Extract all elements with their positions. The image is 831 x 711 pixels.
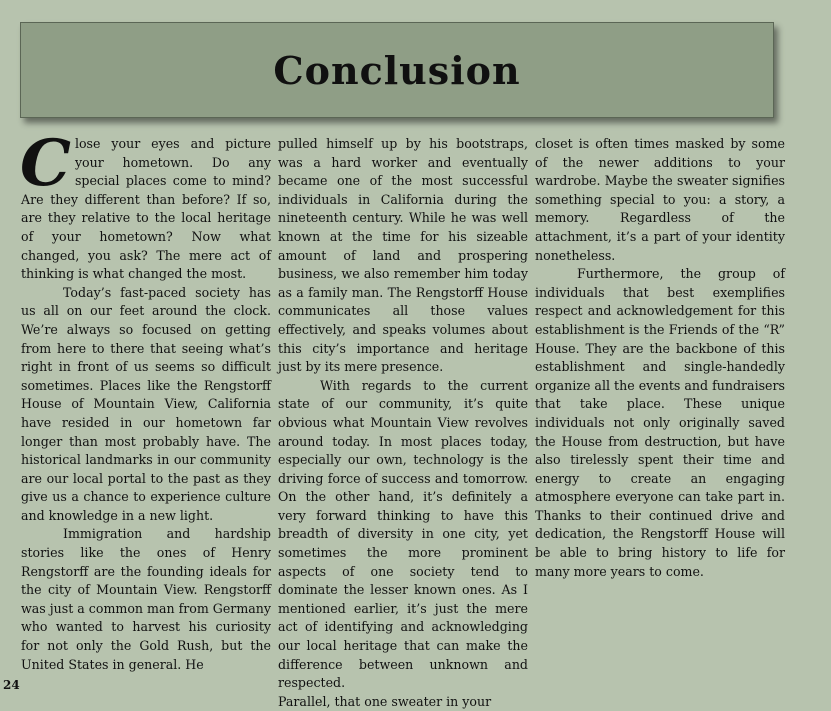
column-3 [535,135,785,581]
paragraph: Furthermore, the group of individuals that best exemplifies respect and acknowledgement for this establishment is the Friends of the “R” House. They are the backbone of this establishment and single-handedly organize all the events and fundraisers that take place. These unique individuals not only originally saved the House from destruction, but have also tirelessly spent their time and energy to create an engaging atmosphere everyone can take part in. Thanks to their continued drive and dedication, the Rengstorff House will be able to bring history to life for many more years to come. [535,266,785,579]
paragraph: Parallel, that one sweater in your [278,693,492,709]
title-banner [20,22,774,118]
drop-cap: C [20,126,71,201]
page-number: 24 [3,678,20,692]
paragraph-text: lose your eyes and picture your hometown. Do any special places come to mind? Are they different than before? If so, are they relative to the local heritage of your hometown? Now what changed, you ask? The mere act of thinking is what changed the most. [21,136,271,282]
page-title: Conclusion [273,47,521,93]
paragraph [20,126,271,284]
column-2 [278,135,528,711]
paragraph: With regards to the current state of our community, it’s quite obvious what Mountain View revolves around today. In most places today, especially our own, technology is the driving force of success and tomorrow. On the other hand, it’s definitely a very forward thinking to have this breadth of diversity in one city, yet sometimes the more prominent aspects of one society tend to dominate the lesser known ones. As I mentioned earlier, it’s just the mere act of identifying and acknowledging our local heritage that can make the difference between unknown and respected. [278,377,528,691]
paragraph: closet is often times masked by some of the newer additions to your wardrobe. Maybe the sweater signifies something special to you: a story, a memory. Regardless of the attachment, it’s a part of your identity nonetheless. [535,136,785,263]
paragraph: Immigration and hardship stories like the ones of Henry Rengstorff are the founding ideals for the city of Mountain View. Rengstorff was just a common man from Germany who wanted to harvest his curiosity for not only the Gold Rush, but the United States in general. He [21,526,272,672]
column-1 [20,126,272,674]
paragraph: pulled himself up by his bootstraps, was a hard worker and eventually became one of the most successful individuals in California during the nineteenth century. While he was well known at the time for his sizeable amount of land and prospering business, we also remember him today as a family man. The Rengstorff House communicates all those values effectively, and speaks volumes about this city’s importance and heritage just by its mere presence. [278,136,528,375]
paragraph: Today’s fast-paced society has us all on our feet around the clock. We’re always so focused on getting from here to there that seeing what’s right in front of us seems so difficult sometimes. Places like the Rengstorff House of Mountain View, California have resided in our hometown far longer than most probably have. The historical landmarks in our community are our local portal to the past as they give us a chance to experience culture and knowledge in a new light. [21,284,271,523]
